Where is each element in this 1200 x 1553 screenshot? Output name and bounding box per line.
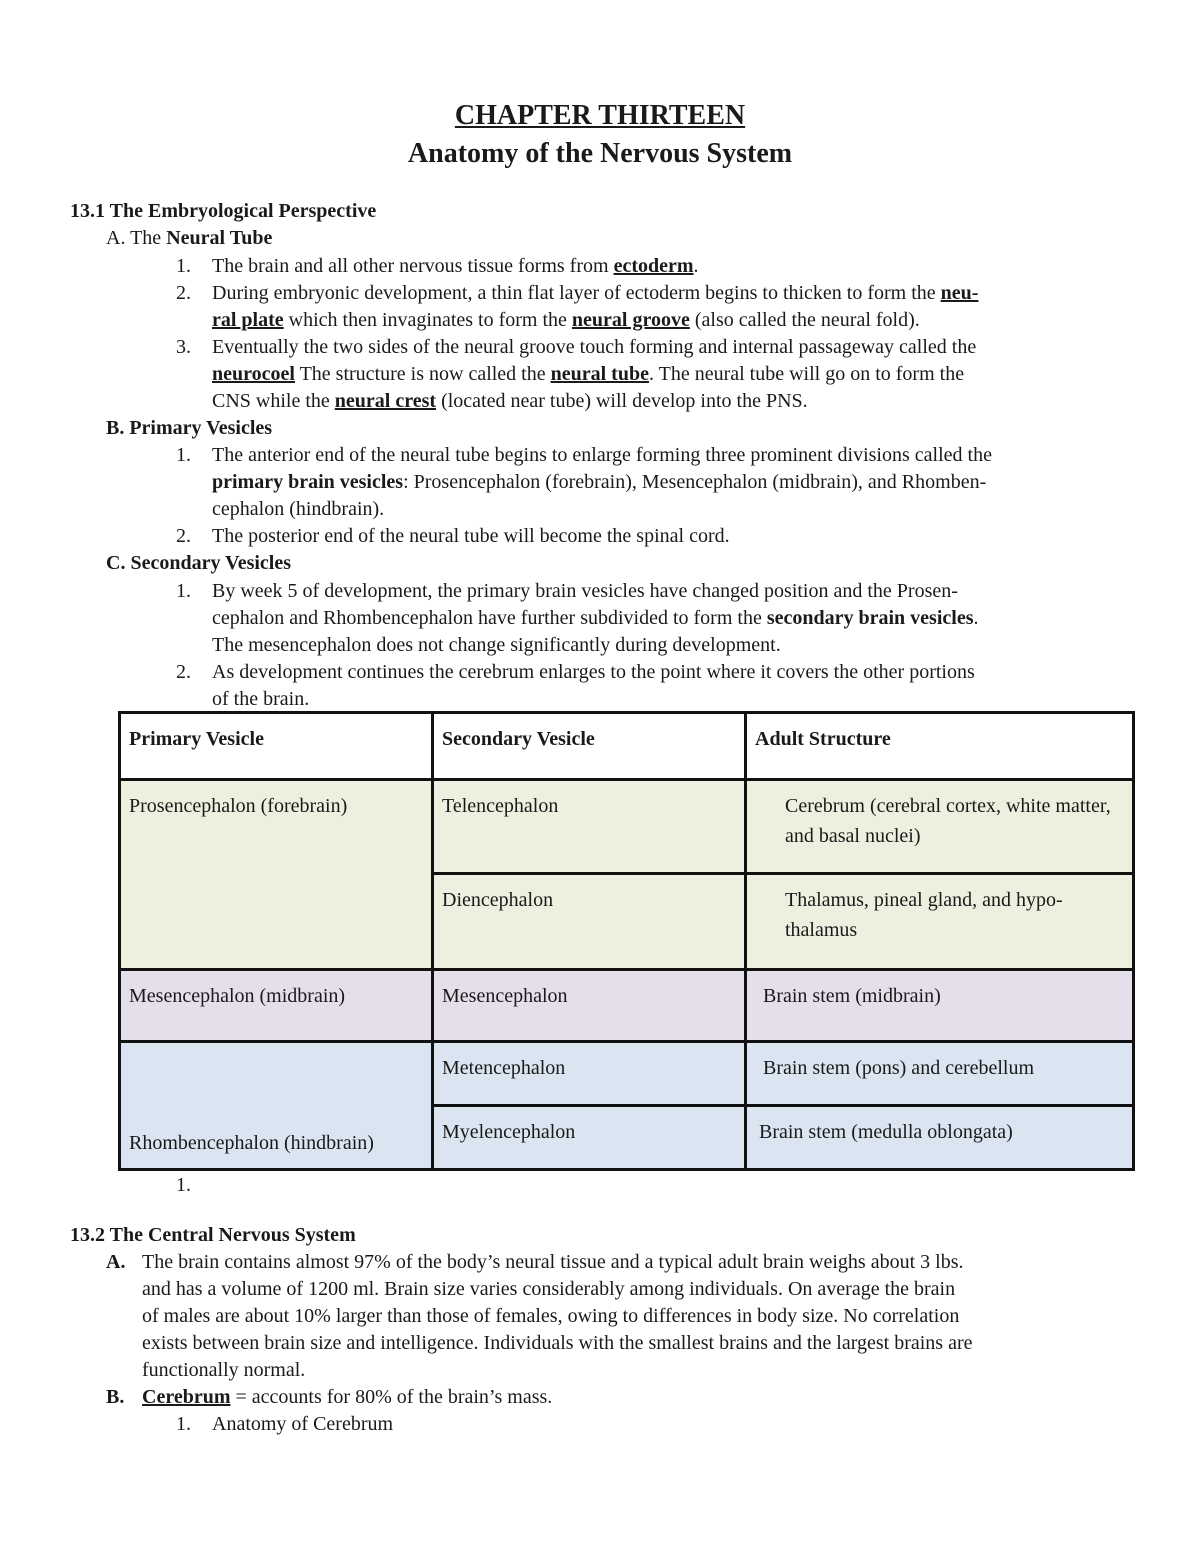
item-number: 1. bbox=[176, 444, 191, 466]
item-number: 2. bbox=[176, 282, 191, 304]
a2-line2-text: which then invaginates to form the bbox=[283, 309, 572, 331]
cell-diencephalon-adult: Thalamus, pineal gland, and hypo-thalamus bbox=[746, 874, 1134, 970]
list-item-b1-cerebrum: Anatomy of Cerebrum bbox=[212, 1413, 394, 1435]
cell-mesencephalon-secondary: Mesencephalon bbox=[433, 970, 746, 1042]
cell-myelencephalon-adult: Brain stem (medulla oblongata) bbox=[746, 1106, 1134, 1170]
a2-line2-end: (also called the neural fold). bbox=[689, 309, 920, 331]
term-primary-brain-vesicles: primary brain vesicles bbox=[212, 471, 404, 493]
term-secondary-brain-vesicles: secondary brain vesicles bbox=[766, 607, 974, 629]
cell-mesencephalon-primary: Mesencephalon (midbrain) bbox=[120, 970, 433, 1042]
cell-mesencephalon-adult: Brain stem (midbrain) bbox=[746, 970, 1134, 1042]
header-secondary-vesicle: Secondary Vesicle bbox=[433, 713, 746, 780]
cell-telencephalon: Telencephalon bbox=[433, 780, 746, 874]
term-neural-tube: neural tube bbox=[550, 363, 649, 385]
b1-line2-text: : Prosencephalon (forebrain), Mesencephalon (midbrain), and Rhomben- bbox=[403, 471, 987, 493]
list-item-c1-line1: By week 5 of development, the primary brain vesicles have changed position and the Prosen- bbox=[212, 580, 958, 602]
cell-metencephalon: Metencephalon bbox=[433, 1042, 746, 1106]
section-heading-13-2: 13.2 The Central Nervous System bbox=[70, 1224, 356, 1246]
section-heading-13-1: 13.1 The Embryological Perspective bbox=[70, 200, 377, 222]
term-neural-crest: neural crest bbox=[334, 390, 437, 412]
list-item-c1-line3: The mesencephalon does not change significantly during development. bbox=[212, 634, 781, 656]
c1-line2-end: . bbox=[973, 607, 979, 629]
cell-metencephalon-adult: Brain stem (pons) and cerebellum bbox=[746, 1042, 1134, 1106]
a3-line3-end: (located near tube) will develop into the PNS. bbox=[436, 390, 808, 412]
paragraph-b-text: = accounts for 80% of the brain’s mass. bbox=[230, 1386, 553, 1408]
c1-line2-text: cephalon and Rhombencephalon have further subdivided to form the bbox=[212, 607, 767, 629]
paragraph-a-line4: exists between brain size and intelligence. Individuals with the smallest brains and the largest brains are bbox=[142, 1332, 973, 1354]
list-item-a1 bbox=[212, 253, 699, 280]
table-header-row bbox=[120, 713, 1134, 780]
list-item-b1-line2 bbox=[212, 469, 986, 496]
paragraph-a-line5: functionally normal. bbox=[142, 1359, 306, 1381]
list-item-a3-line1: Eventually the two sides of the neural groove touch forming and internal passageway called the bbox=[212, 336, 977, 358]
list-item-c1-line2 bbox=[212, 605, 979, 632]
term-neurocoel: neurocoel bbox=[212, 363, 295, 385]
item-number: 2. bbox=[176, 661, 191, 683]
cell-telencephalon-adult: Cerebrum (cerebral cortex, white matter, and basal nuclei) bbox=[746, 780, 1134, 874]
a3-line2-text: The structure is now called the bbox=[294, 363, 551, 385]
list-item-b1-line1: The anterior end of the neural tube begins to enlarge forming three prominent divisions called the bbox=[212, 444, 992, 466]
list-item-b1-line3: cephalon (hindbrain). bbox=[212, 498, 385, 520]
table-row bbox=[120, 1042, 1134, 1106]
list-item-a2-line2 bbox=[212, 307, 920, 334]
term-ectoderm: ectoderm bbox=[613, 255, 694, 277]
paragraph-b bbox=[142, 1384, 552, 1411]
item-label: B. bbox=[106, 1386, 125, 1408]
list-item-c2-line1: As development continues the cerebrum enlarges to the point where it covers the other portions bbox=[212, 661, 975, 683]
subsection-b-heading: B. Primary Vesicles bbox=[106, 417, 273, 439]
a2-line1-text: During embryonic development, a thin flat layer of ectoderm begins to thicken to form the bbox=[212, 282, 941, 304]
item-number: 1. bbox=[176, 1174, 191, 1196]
list-item-c2-line2: of the brain. bbox=[212, 688, 310, 710]
a1-text: The brain and all other nervous tissue forms from bbox=[212, 255, 614, 277]
table-row bbox=[120, 970, 1134, 1042]
cell-prosencephalon: Prosencephalon (forebrain) bbox=[120, 780, 433, 970]
paragraph-a-line1: The brain contains almost 97% of the body’s neural tissue and a typical adult brain weighs about 3 lbs. bbox=[142, 1251, 964, 1273]
cell-rhombencephalon: Rhombencephalon (hindbrain) bbox=[120, 1042, 433, 1170]
item-number: 1. bbox=[176, 1413, 191, 1435]
paragraph-a-line2: and has a volume of 1200 ml. Brain size varies considerably among individuals. On average the brain bbox=[142, 1278, 956, 1300]
subsection-a-prefix: A. The bbox=[106, 227, 167, 249]
item-number: 2. bbox=[176, 525, 191, 547]
a3-line2-end: . The neural tube will go on to form the bbox=[648, 363, 965, 385]
subsection-c-heading: C. Secondary Vesicles bbox=[106, 552, 291, 574]
a3-line3-start: CNS while the bbox=[212, 390, 335, 412]
list-item-a2-line1 bbox=[212, 280, 978, 307]
table-row bbox=[120, 780, 1134, 874]
header-adult-structure: Adult Structure bbox=[746, 713, 1134, 780]
list-item-a3-line3 bbox=[212, 388, 808, 415]
subsection-a-heading bbox=[106, 225, 272, 252]
subsection-a-title: Neural Tube bbox=[166, 227, 273, 249]
term-neural-plate-part2: ral plate bbox=[212, 309, 284, 331]
list-item-a3-line2 bbox=[212, 361, 964, 388]
list-item-b2: The posterior end of the neural tube will become the spinal cord. bbox=[212, 525, 730, 547]
term-cerebrum: Cerebrum bbox=[142, 1386, 231, 1408]
cell-myelencephalon: Myelencephalon bbox=[433, 1106, 746, 1170]
term-neural-plate-part1: neu- bbox=[940, 282, 979, 304]
term-neural-groove: neural groove bbox=[571, 309, 690, 331]
header-primary-vesicle: Primary Vesicle bbox=[120, 713, 433, 780]
cell-diencephalon: Diencephalon bbox=[433, 874, 746, 970]
chapter-title: CHAPTER THIRTEEN bbox=[454, 100, 746, 131]
item-number: 3. bbox=[176, 336, 191, 358]
a1-end: . bbox=[693, 255, 699, 277]
item-number: 1. bbox=[176, 580, 191, 602]
paragraph-a-line3: of males are about 10% larger than those of females, owing to differences in body size. No correlation bbox=[142, 1305, 960, 1327]
vesicle-table bbox=[118, 711, 1135, 1171]
chapter-subtitle: Anatomy of the Nervous System bbox=[407, 138, 793, 169]
item-label: A. bbox=[106, 1251, 126, 1273]
item-number: 1. bbox=[176, 255, 191, 277]
